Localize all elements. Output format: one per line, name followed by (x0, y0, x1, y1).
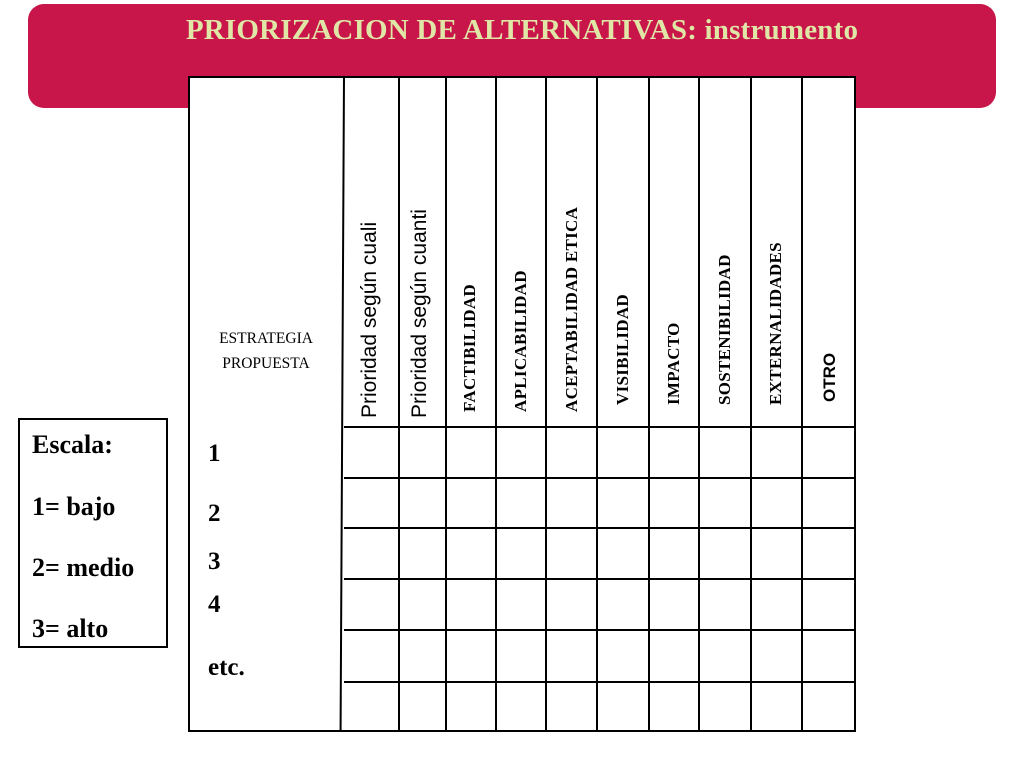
column-header: OTRO (820, 352, 839, 402)
row-divider (344, 629, 854, 631)
column-divider (698, 76, 700, 730)
column-header: FACTIBILIDAD (460, 284, 479, 412)
row-label: 1 (208, 440, 221, 467)
strategy-header-line: ESTRATEGIA (219, 330, 313, 347)
column-divider (398, 76, 400, 730)
row-label: etc. (208, 654, 245, 681)
column-header: APLICABILIDAD (511, 270, 530, 412)
scale-title: Escala: (32, 430, 113, 459)
row-label: 3 (208, 548, 221, 575)
scale-item: 1= bajo (32, 492, 116, 521)
grid-left-border (188, 76, 190, 732)
column-header: SOSTENIBILIDAD (715, 254, 734, 405)
strategy-header-line: PROPUESTA (222, 355, 310, 372)
scale-legend (18, 418, 168, 648)
column-header: ACEPTABILIDAD ETICA (562, 206, 581, 412)
column-divider (545, 76, 547, 730)
row-label: 4 (208, 591, 221, 618)
column-divider (596, 76, 598, 730)
scale-item: 3= alto (32, 614, 109, 643)
column-header: Prioridad según cuanti (408, 209, 431, 418)
row-divider (344, 477, 854, 479)
column-divider (750, 76, 752, 730)
grid-top-border (188, 76, 856, 78)
row-label: 2 (208, 500, 221, 527)
column-header: Prioridad según cuali (358, 221, 381, 418)
scale-item: 2= medio (32, 553, 135, 582)
header-bottom-line (344, 426, 854, 428)
page-title: PRIORIZACION DE ALTERNATIVAS: instrumento (185, 14, 859, 46)
column-header: EXTERNALIDADES (766, 242, 785, 405)
column-header: IMPACTO (664, 322, 683, 405)
column-divider (801, 76, 803, 730)
strategy-divider (340, 76, 345, 730)
row-divider (344, 527, 854, 529)
column-divider (445, 76, 447, 730)
row-divider (344, 681, 854, 683)
column-divider (495, 76, 497, 730)
column-divider (648, 76, 650, 730)
grid-right-border (854, 76, 856, 732)
row-divider (344, 578, 854, 580)
column-header: VISIBILIDAD (613, 293, 632, 405)
strategy-header (188, 326, 344, 376)
grid-bottom-border (188, 730, 856, 732)
